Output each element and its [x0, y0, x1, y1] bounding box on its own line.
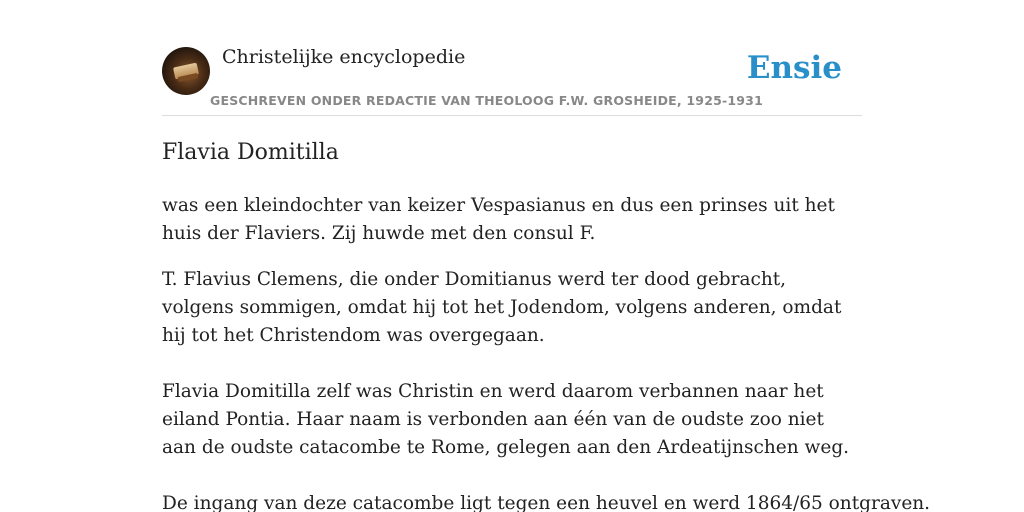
article-paragraph-2: T. Flavius Clemens, die onder Domitianus werd ter dood gebracht, volgens sommigen, omdat hij tot het Jodendom, volgens anderen, omdat hij tot het Christendom was overgegaan.	[162, 269, 842, 346]
site-header	[162, 46, 862, 116]
site-avatar[interactable]	[162, 47, 210, 95]
site-title[interactable]: Christelijke encyclopedie	[222, 46, 466, 68]
article-paragraph-3: Flavia Domitilla zelf was Christin en werd daarom verbannen naar het eiland Pontia. Haar naam is verbonden aan één van de oudste zoo niet aan de oudste catacombe te Rome, gelegen aan den Ardeatijnschen weg.	[162, 381, 850, 458]
site-subtitle: GESCHREVEN ONDER REDACTIE VAN THEOLOOG F.W. GROSHEIDE, 1925-1931	[210, 93, 763, 108]
article-title: Flavia Domitilla	[162, 140, 339, 165]
article-paragraph-4: De ingang van deze catacombe ligt tegen een heuvel en werd 1864/65 ontgraven.	[162, 493, 931, 512]
article-paragraph-1: was een kleindochter van keizer Vespasianus en dus een prinses uit het huis der Flaviers. Zij huwde met den consul F.	[162, 195, 835, 244]
brand-logo[interactable]: Ensie	[746, 50, 842, 86]
